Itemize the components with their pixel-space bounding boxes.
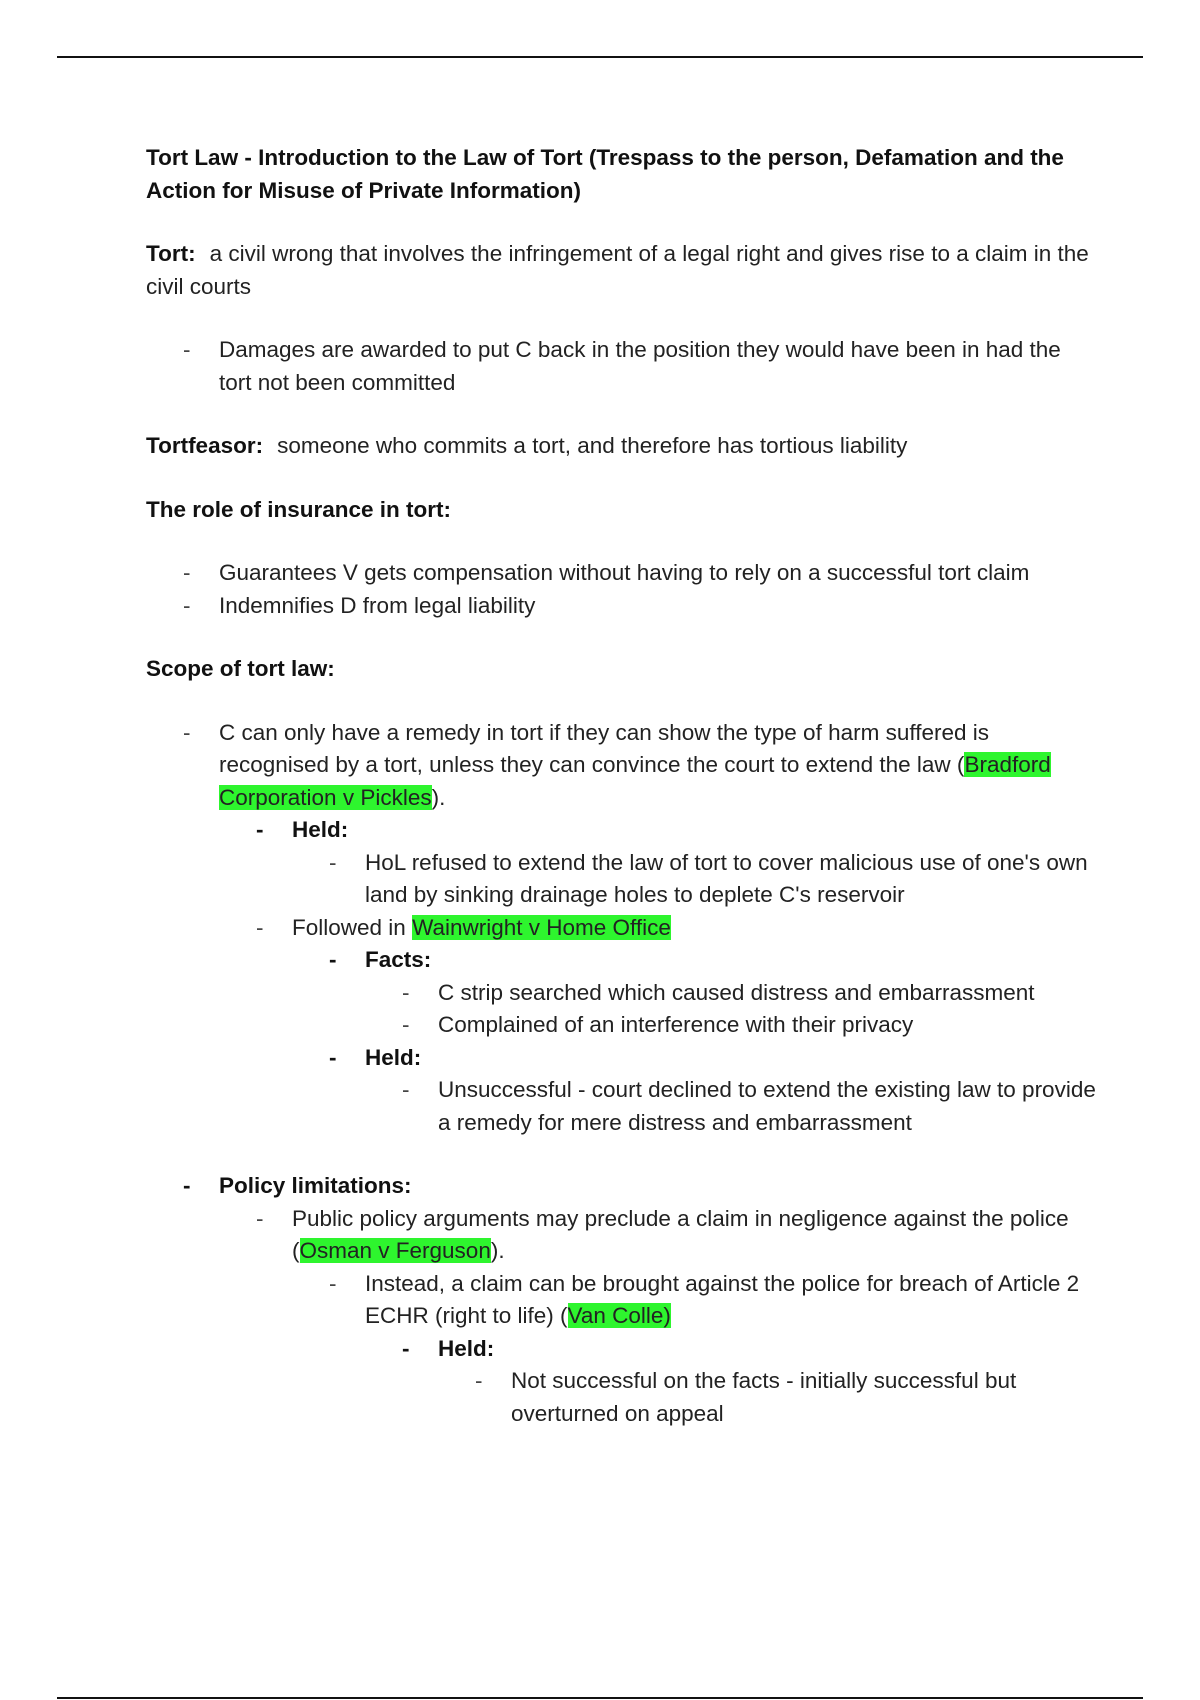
- policy-item: [219, 1170, 1096, 1430]
- wainwright-subpoints: [292, 944, 1096, 1139]
- scope-points: [146, 717, 1096, 1431]
- held3-item: [438, 1333, 1096, 1431]
- instead-points: [292, 1268, 1096, 1431]
- instead-text: Instead, a claim can be brought against the police for breach of Article 2 ECHR (right to life) (: [365, 1270, 1080, 1328]
- held3-points: [438, 1365, 1096, 1430]
- held-label: Held:: [292, 817, 349, 842]
- tortfeasor-term: Tortfeasor:: [146, 433, 264, 458]
- policy-suffix: ).: [490, 1238, 505, 1263]
- document-body: [146, 142, 1096, 1430]
- van-colle-subpoints: [365, 1333, 1096, 1431]
- policy-text: Public policy arguments may preclude a claim in negligence against the police (: [292, 1205, 1069, 1263]
- remedy-suffix: ).: [431, 784, 446, 810]
- tortfeasor-definition-text: someone who commits a tort, and therefore has tortious liability: [277, 433, 908, 458]
- top-rule: [57, 56, 1143, 58]
- tortfeasor-definition: [146, 430, 1096, 463]
- policy-subpoints: [219, 1203, 1096, 1431]
- document-title: Tort Law - Introduction to the Law of Tort (Trespass to the person, Defamation and the Action for Misuse of Private Information): [146, 145, 1064, 203]
- policy-argument-item: [292, 1203, 1096, 1431]
- remedy-subpoints: [219, 814, 1096, 1139]
- case-highlight-osman: Osman v Ferguson: [299, 1238, 491, 1263]
- facts-label: Facts:: [365, 947, 432, 972]
- list-item: - HoL refused to extend the law of tort to cover malicious use of one's own land by sinking drainage holes to deplete C's reservoir: [365, 847, 1096, 912]
- followed-text: Followed in: [292, 914, 413, 940]
- insurance-points: [146, 557, 1096, 622]
- list-item: - Complained of an interference with their privacy: [438, 1009, 1096, 1042]
- facts-points: [365, 977, 1096, 1042]
- case-highlight-bradford: Bradford Corporation v Pickles: [219, 752, 1051, 810]
- insurance-heading: The role of insurance in tort:: [146, 496, 452, 522]
- policy-label: Policy limitations:: [219, 1173, 412, 1198]
- list-item: - Unsuccessful - court declined to extend the existing law to provide a remedy for mere distress and embarrassment: [438, 1074, 1096, 1139]
- facts-item: [365, 944, 1096, 1042]
- list-item: - Not successful on the facts - initially successful but overturned on appeal: [511, 1365, 1096, 1430]
- bottom-rule: [57, 1697, 1143, 1699]
- case-highlight-van-colle: Van Colle): [567, 1303, 671, 1328]
- held-points: [292, 847, 1096, 912]
- held2-points: [365, 1074, 1096, 1139]
- held2-label: Held:: [365, 1044, 422, 1070]
- held2-item: [365, 1042, 1096, 1140]
- remedy-item: [219, 717, 1096, 1171]
- instead-item: [365, 1268, 1096, 1431]
- list-item: - Damages are awarded to put C back in the position they would have been in had the tort not been committed: [219, 334, 1096, 399]
- held-item: [292, 814, 1096, 912]
- tort-term: Tort:: [146, 241, 196, 266]
- tort-points: [146, 334, 1096, 399]
- list-item: - Indemnifies D from legal liability: [219, 590, 1096, 623]
- case-highlight-wainwright: Wainwright v Home Office: [412, 914, 671, 940]
- list-item: - Guarantees V gets compensation without having to rely on a successful tort claim: [219, 557, 1096, 590]
- followed-item: [292, 912, 1096, 1140]
- spacer: [219, 1139, 1096, 1170]
- scope-heading: Scope of tort law:: [146, 656, 335, 681]
- remedy-text: C can only have a remedy in tort if they can show the type of harm suffered is recognised by a tort, unless they can convince the court to extend the law (: [219, 719, 989, 777]
- tort-definition-text: a civil wrong that involves the infringement of a legal right and gives rise to a claim in the civil courts: [146, 241, 1089, 299]
- list-item: - C strip searched which caused distress and embarrassment: [438, 977, 1096, 1010]
- tort-definition: [146, 238, 1096, 303]
- held3-label: Held:: [438, 1335, 495, 1361]
